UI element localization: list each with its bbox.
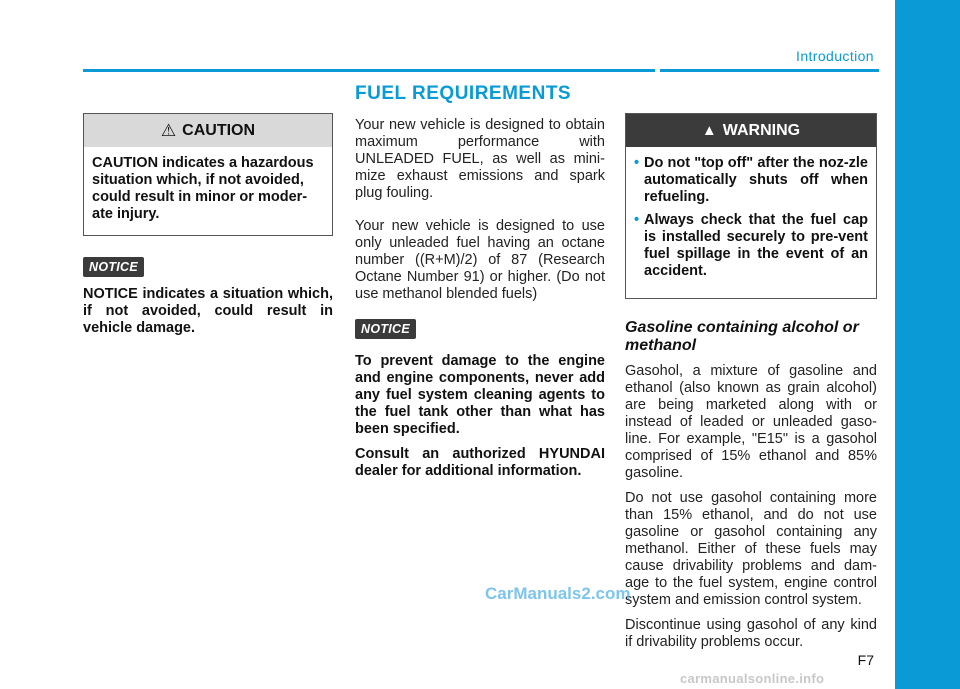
watermark-carmanuals: CarManuals2.com bbox=[485, 584, 631, 603]
header-rule bbox=[83, 69, 655, 72]
warning-header bbox=[626, 114, 876, 147]
paragraph-octane: Your new vehicle is designed to use only unleaded fuel having an octane number ((R+M)/2) of 87 (Research Octane Number 91) or higher. (Do not use methanol blended fuels) bbox=[355, 218, 605, 302]
gasohol-paragraph-3: Discontinue using gasohol of any kind if drivability problems occur. bbox=[625, 617, 877, 650]
gasohol-subheading: Gasoline containing alcohol or methanol bbox=[625, 319, 859, 354]
bullet-icon: • bbox=[634, 155, 640, 171]
notice-definition-text: NOTICE indicates a situation which, if not avoided, could result in vehicle damage. bbox=[83, 286, 333, 336]
gasohol-paragraph-2: Do not use gasohol containing more than 15% ethanol, and do not use gasoline or gasohol containing any methanol. Either of these fuels may cause drivability problems and dam-age to the fuel system, engine control system and emission control system. bbox=[625, 490, 877, 608]
paragraph-unleaded: Your new vehicle is designed to obtain maximum performance with UNLEADED FUEL, as well as mini-mize exhaust emissions and spark plug fouling. bbox=[355, 117, 605, 201]
warning-label: WARNING bbox=[722, 121, 801, 139]
header-rule-right bbox=[660, 69, 879, 72]
page-number: F7 bbox=[857, 652, 874, 668]
caution-text: CAUTION indicates a hazardous situation which, if not avoided, could result in minor or moder-ate injury. bbox=[92, 155, 314, 222]
warning-triangle-icon: ▲ bbox=[701, 122, 717, 139]
gasohol-paragraph-1: Gasohol, a mixture of gasoline and ethanol (also known as grain alcohol) are being marketed along with or instead of leaded or unleaded gaso-line. For example, "E15" is a gasohol comprised of 15% ethanol and 85% gasoline. bbox=[625, 363, 877, 481]
warning-body bbox=[626, 147, 876, 298]
section-title: Introduction bbox=[796, 48, 874, 64]
watermark-carmanualsonline: carmanualsonline.info bbox=[680, 671, 825, 686]
notice-cleaning-agents: To prevent damage to the engine and engine components, never add any fuel system cleaning agents to the fuel tank other than what has been specified. bbox=[355, 353, 605, 437]
caution-box bbox=[83, 113, 333, 236]
notice-consult-dealer: Consult an authorized HYUNDAI dealer for additional information. bbox=[355, 446, 605, 479]
bullet-icon: • bbox=[634, 212, 640, 228]
caution-label: CAUTION bbox=[182, 121, 256, 139]
warning-triangle-icon: ⚠ bbox=[160, 120, 177, 140]
left-column bbox=[83, 113, 333, 337]
chapter-side-tab bbox=[895, 0, 960, 689]
warning-bullet: • Do not "top off" after the noz-zle automatically shuts off when refueling. bbox=[634, 155, 868, 205]
page-heading: FUEL REQUIREMENTS bbox=[355, 83, 572, 104]
right-column bbox=[625, 113, 877, 659]
notice-badge: NOTICE bbox=[355, 319, 416, 339]
caution-header bbox=[84, 114, 332, 147]
middle-column bbox=[355, 83, 605, 488]
notice-badge: NOTICE bbox=[83, 257, 144, 277]
warning-box bbox=[625, 113, 877, 299]
warning-bullet: • Always check that the fuel cap is installed securely to pre-vent fuel spillage in the event of an accident. bbox=[634, 212, 868, 279]
